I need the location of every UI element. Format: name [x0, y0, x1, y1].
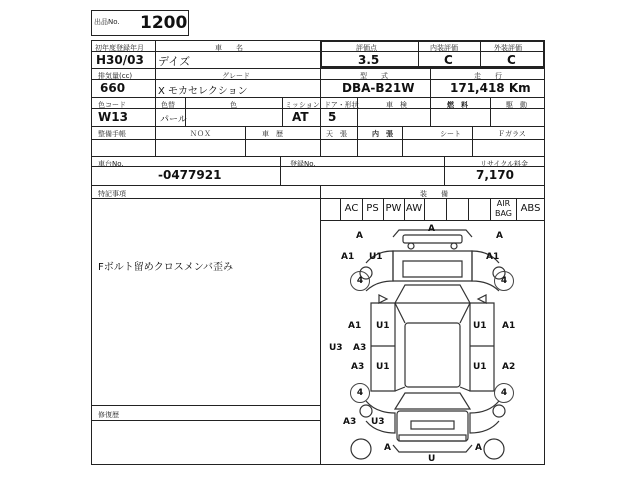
- mission-value: AT: [292, 110, 309, 124]
- inspection-label: 車 検: [386, 101, 407, 109]
- damage-rear-left-corner: A: [384, 443, 391, 453]
- left-pillar: [395, 303, 405, 391]
- history-label: 車 歴: [262, 130, 283, 138]
- grade-value: X モカセレクション: [158, 86, 248, 97]
- damage-front-left-corner: A: [356, 231, 363, 241]
- chassis-value: -0477921: [158, 168, 222, 182]
- spare-tire-left: [351, 439, 371, 459]
- remarks-label: 特記事項: [98, 190, 126, 198]
- front-light-right: [451, 243, 457, 249]
- front-grille: [403, 235, 462, 243]
- recycle-value: 7,170: [476, 168, 514, 182]
- row5-sep-1: [280, 156, 281, 185]
- recycle-label: リサイクル料金: [480, 160, 529, 168]
- year-value: H30/03: [96, 53, 144, 67]
- row3-divider-bottom: [91, 126, 545, 127]
- damage-left-rear-door-a: A3: [351, 362, 365, 372]
- left-mirror: [379, 295, 387, 303]
- color-value: パール: [160, 115, 187, 125]
- damage-left-quarter-u: U3: [371, 417, 385, 427]
- damage-left-sill-a: A3: [353, 343, 367, 353]
- lot-label: 出品No.: [94, 18, 120, 26]
- color-label: 色: [230, 101, 237, 109]
- tailgate: [397, 411, 468, 441]
- row2-sep-2: [320, 68, 321, 97]
- row2-sep-1: [155, 68, 156, 97]
- damage-right-rear-door-a: A2: [502, 362, 516, 372]
- equip-sep-6: [468, 198, 469, 220]
- row4-divider-mid: [91, 139, 545, 140]
- row4-sep-1: [155, 126, 156, 156]
- rear-wheel-hub-left: [360, 405, 372, 417]
- spare-tire-right: [484, 439, 504, 459]
- roof-panel: [405, 323, 460, 387]
- lot-number: 1200: [140, 13, 188, 33]
- repair-label-divider: [91, 420, 320, 421]
- mileage-label: 走 行: [474, 72, 502, 80]
- equip-sep-5: [446, 198, 447, 220]
- equip-aw: AW: [405, 203, 423, 214]
- repair-divider: [91, 405, 320, 406]
- row3-sep-3: [282, 97, 283, 126]
- left-body-side: [371, 303, 395, 391]
- type-value: DBA-B21W: [342, 81, 415, 95]
- mileage-value: 171,418 Km: [450, 81, 531, 95]
- front-left-wheel-score: 4: [350, 271, 370, 291]
- mission-label: ミッション: [285, 101, 320, 109]
- damage-front-right-corner: A: [496, 231, 503, 241]
- nox-label: ＮＯＸ: [190, 130, 211, 138]
- equip-airbag-line2: BAG: [494, 209, 513, 218]
- damage-left-fender-u: U1: [369, 252, 383, 262]
- rear-window: [395, 393, 470, 409]
- damage-rear-bumper: U: [428, 454, 436, 464]
- model-value: デイズ: [158, 55, 191, 68]
- hood-inner: [403, 261, 462, 277]
- right-pillar: [460, 303, 470, 391]
- exterior-grade-label: 外装評価: [494, 44, 522, 52]
- row5-divider-bottom: [91, 185, 545, 186]
- row5-sep-2: [444, 156, 445, 185]
- right-body-side: [470, 303, 494, 391]
- row3-sep-6: [430, 97, 431, 126]
- damage-left-front-door-u: U1: [376, 321, 390, 331]
- fuel-label: 燃 料: [447, 101, 468, 109]
- damage-rear-right-corner: A: [475, 443, 482, 453]
- color-code-label: 色コード: [98, 101, 126, 109]
- equip-airbag-line1: AIR: [496, 199, 511, 208]
- rear-bumper-outline: [393, 445, 472, 452]
- glass-label: Ｆガラス: [498, 130, 526, 138]
- row4-sep-3: [320, 126, 321, 156]
- rear-bumper-strip: [399, 435, 466, 441]
- damage-front-bumper: A: [428, 224, 435, 234]
- ceiling-label: 天 張: [326, 130, 347, 138]
- row5-divider-mid: [91, 166, 545, 167]
- grade-label: グレード: [222, 72, 250, 80]
- rear-right-wheel-score: 4: [494, 383, 514, 403]
- row4-sep-6: [472, 126, 473, 156]
- remarks-text: Fボルト留めクロスメンバ歪み: [98, 262, 234, 273]
- color-change-label: 色替: [161, 101, 175, 109]
- exterior-grade-value: C: [507, 53, 516, 67]
- registration-label: 登録No.: [290, 160, 316, 168]
- color-code-value: W13: [98, 110, 128, 124]
- row4-sep-4: [357, 126, 358, 156]
- front-light-left: [408, 243, 414, 249]
- model-label: 車 名: [215, 44, 243, 52]
- interior-trim-label: 内 張: [372, 130, 393, 138]
- damage-left-fender-a: A1: [341, 252, 355, 262]
- repair-label: 修復歴: [98, 411, 119, 419]
- type-label: 型 式: [360, 72, 388, 80]
- equip-sep-4: [424, 198, 425, 220]
- damage-right-front-door-u: U1: [473, 321, 487, 331]
- row1-sep-1: [155, 40, 156, 68]
- door-value: 5: [328, 110, 337, 124]
- row4-sep-2: [245, 126, 246, 156]
- interior-grade-label: 内装評価: [430, 44, 458, 52]
- equip-ps: PS: [366, 203, 379, 214]
- interior-grade-value: C: [444, 53, 453, 67]
- equip-airbag: [491, 199, 516, 219]
- front-right-wheel-score: 4: [494, 271, 514, 291]
- damage-left-rear-door-u: U1: [376, 362, 390, 372]
- row2-sep-3: [430, 68, 431, 97]
- chassis-label: 車台No.: [98, 160, 124, 168]
- row4-sep-5: [402, 126, 403, 156]
- door-label: ドア・形状: [324, 101, 359, 109]
- row3-sep-7: [490, 97, 491, 126]
- damage-left-sill-u: U3: [329, 343, 343, 353]
- damage-right-fender-a: A1: [486, 252, 500, 262]
- score-label: 評価点: [356, 44, 377, 52]
- equip-ac: AC: [344, 203, 359, 214]
- right-mirror: [478, 295, 486, 303]
- seat-label: シート: [440, 130, 461, 138]
- equip-abs: ABS: [520, 203, 541, 214]
- score-value: 3.5: [358, 53, 380, 67]
- row2-divider-bottom: [91, 97, 545, 98]
- damage-left-front-door-a: A1: [348, 321, 362, 331]
- drive-label: 駆 動: [506, 101, 527, 109]
- row3-sep-1: [155, 97, 156, 126]
- row4-divider-bottom: [91, 156, 545, 157]
- year-label: 初年度登録年月: [95, 44, 144, 52]
- displacement-value: 660: [100, 81, 126, 95]
- row3-sep-4: [320, 97, 321, 126]
- displacement-label: 排気量(cc): [98, 72, 133, 80]
- maintenance-label: 整備手帳: [98, 130, 126, 138]
- equipment-label: 装 備: [420, 190, 448, 198]
- rear-plate: [411, 421, 454, 429]
- rear-wheel-hub-right: [493, 405, 505, 417]
- right-quarter-outline: [470, 401, 499, 433]
- equip-pw: PW: [385, 203, 402, 214]
- damage-right-front-door-a: A1: [502, 321, 516, 331]
- windshield: [395, 285, 470, 303]
- damage-left-quarter-a: A3: [343, 417, 357, 427]
- damage-right-rear-door-u: U1: [473, 362, 487, 372]
- rear-left-wheel-score: 4: [350, 383, 370, 403]
